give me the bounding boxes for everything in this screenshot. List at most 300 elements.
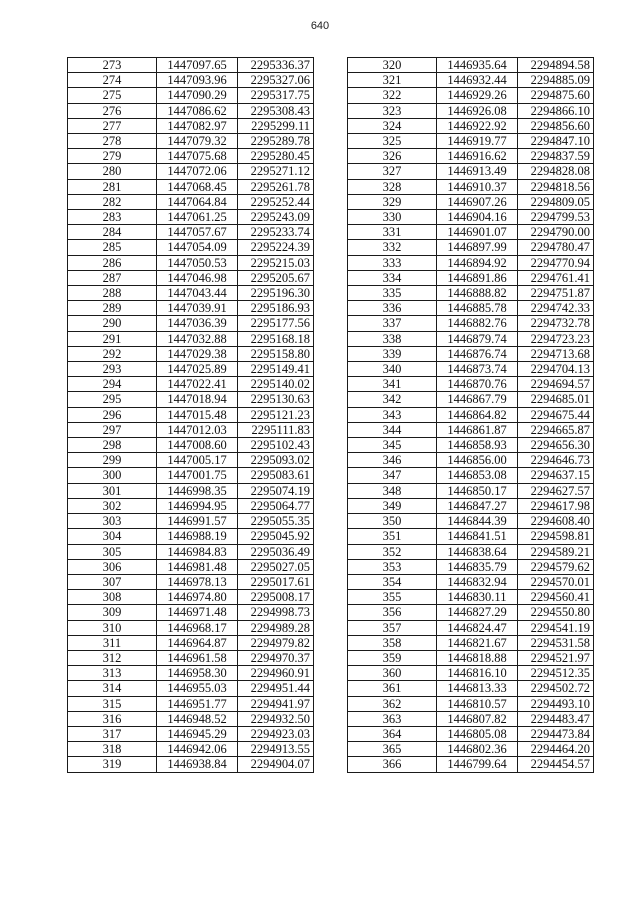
table-row bbox=[348, 407, 594, 422]
table-row bbox=[68, 88, 314, 103]
table-row bbox=[348, 620, 594, 635]
table-row bbox=[68, 574, 314, 589]
x-coordinate-cell: 1447025.89 bbox=[157, 362, 238, 377]
y-coordinate-cell: 2294502.72 bbox=[518, 681, 594, 696]
y-coordinate-cell: 2294932.50 bbox=[238, 711, 314, 726]
x-coordinate-cell: 1447068.45 bbox=[157, 179, 238, 194]
x-coordinate-cell: 1446882.76 bbox=[437, 316, 518, 331]
point-number-cell: 364 bbox=[348, 726, 437, 741]
x-coordinate-cell: 1446910.37 bbox=[437, 179, 518, 194]
table-row bbox=[348, 574, 594, 589]
y-coordinate-cell: 2294560.41 bbox=[518, 590, 594, 605]
point-number-cell: 351 bbox=[348, 529, 437, 544]
table-row bbox=[348, 149, 594, 164]
y-coordinate-cell: 2295243.09 bbox=[238, 210, 314, 225]
x-coordinate-cell: 1446838.64 bbox=[437, 544, 518, 559]
point-number-cell: 332 bbox=[348, 240, 437, 255]
table-row bbox=[68, 149, 314, 164]
table-row bbox=[68, 194, 314, 209]
table-row bbox=[68, 103, 314, 118]
table-row bbox=[348, 118, 594, 133]
y-coordinate-cell: 2294665.87 bbox=[518, 422, 594, 437]
table-row bbox=[348, 270, 594, 285]
point-number-cell: 357 bbox=[348, 620, 437, 635]
point-number-cell: 295 bbox=[68, 392, 157, 407]
x-coordinate-cell: 1446858.93 bbox=[437, 438, 518, 453]
table-row bbox=[68, 544, 314, 559]
point-number-cell: 360 bbox=[348, 666, 437, 681]
x-coordinate-cell: 1447046.98 bbox=[157, 270, 238, 285]
x-coordinate-cell: 1446805.08 bbox=[437, 726, 518, 741]
y-coordinate-cell: 2294521.97 bbox=[518, 650, 594, 665]
y-coordinate-cell: 2294627.57 bbox=[518, 483, 594, 498]
x-coordinate-cell: 1446984.83 bbox=[157, 544, 238, 559]
y-coordinate-cell: 2294856.60 bbox=[518, 118, 594, 133]
y-coordinate-cell: 2294941.97 bbox=[238, 696, 314, 711]
y-coordinate-cell: 2294970.37 bbox=[238, 650, 314, 665]
x-coordinate-cell: 1446807.82 bbox=[437, 711, 518, 726]
y-coordinate-cell: 2294598.81 bbox=[518, 529, 594, 544]
x-coordinate-cell: 1446876.74 bbox=[437, 346, 518, 361]
table-body bbox=[348, 58, 594, 773]
y-coordinate-cell: 2294732.78 bbox=[518, 316, 594, 331]
point-number-cell: 301 bbox=[68, 483, 157, 498]
y-coordinate-cell: 2295168.18 bbox=[238, 331, 314, 346]
point-number-cell: 281 bbox=[68, 179, 157, 194]
point-number-cell: 325 bbox=[348, 134, 437, 149]
point-number-cell: 347 bbox=[348, 468, 437, 483]
table-row bbox=[68, 225, 314, 240]
table-row bbox=[348, 453, 594, 468]
point-number-cell: 337 bbox=[348, 316, 437, 331]
y-coordinate-cell: 2295121.23 bbox=[238, 407, 314, 422]
point-number-cell: 328 bbox=[348, 179, 437, 194]
x-coordinate-cell: 1446821.67 bbox=[437, 635, 518, 650]
table-row bbox=[68, 255, 314, 270]
point-number-cell: 285 bbox=[68, 240, 157, 255]
point-number-cell: 333 bbox=[348, 255, 437, 270]
x-coordinate-cell: 1446847.27 bbox=[437, 498, 518, 513]
table-row bbox=[348, 301, 594, 316]
point-number-cell: 302 bbox=[68, 498, 157, 513]
table-row bbox=[348, 483, 594, 498]
table-row bbox=[348, 696, 594, 711]
point-number-cell: 312 bbox=[68, 650, 157, 665]
y-coordinate-cell: 2294913.55 bbox=[238, 742, 314, 757]
x-coordinate-cell: 1446802.36 bbox=[437, 742, 518, 757]
x-coordinate-cell: 1446945.29 bbox=[157, 726, 238, 741]
table-row bbox=[68, 514, 314, 529]
x-coordinate-cell: 1447008.60 bbox=[157, 438, 238, 453]
table-body bbox=[68, 58, 314, 773]
point-number-cell: 313 bbox=[68, 666, 157, 681]
x-coordinate-cell: 1447090.29 bbox=[157, 88, 238, 103]
y-coordinate-cell: 2295008.17 bbox=[238, 590, 314, 605]
table-row bbox=[68, 286, 314, 301]
table-row bbox=[348, 590, 594, 605]
x-coordinate-cell: 1447043.44 bbox=[157, 286, 238, 301]
y-coordinate-cell: 2294837.59 bbox=[518, 149, 594, 164]
y-coordinate-cell: 2295130.63 bbox=[238, 392, 314, 407]
table-row bbox=[348, 392, 594, 407]
table-row bbox=[348, 225, 594, 240]
table-row bbox=[68, 407, 314, 422]
point-number-cell: 294 bbox=[68, 377, 157, 392]
y-coordinate-cell: 2294875.60 bbox=[518, 88, 594, 103]
y-coordinate-cell: 2295036.49 bbox=[238, 544, 314, 559]
point-number-cell: 340 bbox=[348, 362, 437, 377]
x-coordinate-cell: 1446830.11 bbox=[437, 590, 518, 605]
x-coordinate-cell: 1446948.52 bbox=[157, 711, 238, 726]
x-coordinate-cell: 1446799.64 bbox=[437, 757, 518, 772]
x-coordinate-cell: 1446955.03 bbox=[157, 681, 238, 696]
x-coordinate-cell: 1447057.67 bbox=[157, 225, 238, 240]
table-row bbox=[68, 742, 314, 757]
y-coordinate-cell: 2295045.92 bbox=[238, 529, 314, 544]
table-row bbox=[348, 346, 594, 361]
point-number-cell: 317 bbox=[68, 726, 157, 741]
point-number-cell: 316 bbox=[68, 711, 157, 726]
y-coordinate-cell: 2295111.83 bbox=[238, 422, 314, 437]
page-number: 640 bbox=[310, 20, 330, 32]
y-coordinate-cell: 2295149.41 bbox=[238, 362, 314, 377]
x-coordinate-cell: 1446853.08 bbox=[437, 468, 518, 483]
table-row bbox=[348, 255, 594, 270]
x-coordinate-cell: 1446813.33 bbox=[437, 681, 518, 696]
y-coordinate-cell: 2295308.43 bbox=[238, 103, 314, 118]
x-coordinate-cell: 1447018.94 bbox=[157, 392, 238, 407]
y-coordinate-cell: 2295289.78 bbox=[238, 134, 314, 149]
y-coordinate-cell: 2294589.21 bbox=[518, 544, 594, 559]
table-row bbox=[68, 453, 314, 468]
table-row bbox=[68, 210, 314, 225]
x-coordinate-cell: 1446897.99 bbox=[437, 240, 518, 255]
point-number-cell: 341 bbox=[348, 377, 437, 392]
y-coordinate-cell: 2295196.30 bbox=[238, 286, 314, 301]
x-coordinate-cell: 1446919.77 bbox=[437, 134, 518, 149]
x-coordinate-cell: 1447015.48 bbox=[157, 407, 238, 422]
y-coordinate-cell: 2294989.28 bbox=[238, 620, 314, 635]
y-coordinate-cell: 2295083.61 bbox=[238, 468, 314, 483]
point-number-cell: 343 bbox=[348, 407, 437, 422]
point-number-cell: 338 bbox=[348, 331, 437, 346]
point-number-cell: 358 bbox=[348, 635, 437, 650]
point-number-cell: 307 bbox=[68, 574, 157, 589]
table-row bbox=[68, 118, 314, 133]
x-coordinate-cell: 1446850.17 bbox=[437, 483, 518, 498]
point-number-cell: 277 bbox=[68, 118, 157, 133]
x-coordinate-cell: 1446835.79 bbox=[437, 559, 518, 574]
x-coordinate-cell: 1447082.97 bbox=[157, 118, 238, 133]
table-row bbox=[68, 422, 314, 437]
table-row bbox=[68, 650, 314, 665]
table-row bbox=[348, 666, 594, 681]
x-coordinate-cell: 1446841.51 bbox=[437, 529, 518, 544]
table-row bbox=[348, 650, 594, 665]
y-coordinate-cell: 2294608.40 bbox=[518, 514, 594, 529]
x-coordinate-cell: 1446810.57 bbox=[437, 696, 518, 711]
x-coordinate-cell: 1447050.53 bbox=[157, 255, 238, 270]
y-coordinate-cell: 2295064.77 bbox=[238, 498, 314, 513]
point-number-cell: 365 bbox=[348, 742, 437, 757]
point-number-cell: 355 bbox=[348, 590, 437, 605]
coordinate-table-left bbox=[67, 57, 314, 773]
y-coordinate-cell: 2295271.12 bbox=[238, 164, 314, 179]
y-coordinate-cell: 2294847.10 bbox=[518, 134, 594, 149]
x-coordinate-cell: 1446861.87 bbox=[437, 422, 518, 437]
table-row bbox=[68, 240, 314, 255]
y-coordinate-cell: 2294761.41 bbox=[518, 270, 594, 285]
y-coordinate-cell: 2294483.47 bbox=[518, 711, 594, 726]
point-number-cell: 345 bbox=[348, 438, 437, 453]
x-coordinate-cell: 1446870.76 bbox=[437, 377, 518, 392]
table-row bbox=[348, 711, 594, 726]
y-coordinate-cell: 2294646.73 bbox=[518, 453, 594, 468]
table-row bbox=[348, 529, 594, 544]
y-coordinate-cell: 2294656.30 bbox=[518, 438, 594, 453]
y-coordinate-cell: 2294818.56 bbox=[518, 179, 594, 194]
point-number-cell: 331 bbox=[348, 225, 437, 240]
y-coordinate-cell: 2294951.44 bbox=[238, 681, 314, 696]
x-coordinate-cell: 1446935.64 bbox=[437, 58, 518, 73]
y-coordinate-cell: 2294780.47 bbox=[518, 240, 594, 255]
table-row bbox=[348, 210, 594, 225]
y-coordinate-cell: 2295074.19 bbox=[238, 483, 314, 498]
x-coordinate-cell: 1446907.26 bbox=[437, 194, 518, 209]
x-coordinate-cell: 1446856.00 bbox=[437, 453, 518, 468]
table-row bbox=[68, 316, 314, 331]
point-number-cell: 320 bbox=[348, 58, 437, 73]
x-coordinate-cell: 1447061.25 bbox=[157, 210, 238, 225]
point-number-cell: 348 bbox=[348, 483, 437, 498]
x-coordinate-cell: 1446818.88 bbox=[437, 650, 518, 665]
y-coordinate-cell: 2294828.08 bbox=[518, 164, 594, 179]
y-coordinate-cell: 2294723.23 bbox=[518, 331, 594, 346]
table-row bbox=[348, 316, 594, 331]
point-number-cell: 287 bbox=[68, 270, 157, 285]
x-coordinate-cell: 1446844.39 bbox=[437, 514, 518, 529]
table-row bbox=[348, 179, 594, 194]
table-row bbox=[68, 757, 314, 772]
point-number-cell: 342 bbox=[348, 392, 437, 407]
x-coordinate-cell: 1447001.75 bbox=[157, 468, 238, 483]
table-row bbox=[68, 529, 314, 544]
x-coordinate-cell: 1446824.47 bbox=[437, 620, 518, 635]
x-coordinate-cell: 1447093.96 bbox=[157, 73, 238, 88]
y-coordinate-cell: 2294799.53 bbox=[518, 210, 594, 225]
table-row bbox=[348, 331, 594, 346]
point-number-cell: 282 bbox=[68, 194, 157, 209]
table-row bbox=[348, 377, 594, 392]
x-coordinate-cell: 1447012.03 bbox=[157, 422, 238, 437]
point-number-cell: 283 bbox=[68, 210, 157, 225]
point-number-cell: 290 bbox=[68, 316, 157, 331]
y-coordinate-cell: 2294570.01 bbox=[518, 574, 594, 589]
point-number-cell: 310 bbox=[68, 620, 157, 635]
point-number-cell: 286 bbox=[68, 255, 157, 270]
point-number-cell: 298 bbox=[68, 438, 157, 453]
point-number-cell: 349 bbox=[348, 498, 437, 513]
point-number-cell: 279 bbox=[68, 149, 157, 164]
x-coordinate-cell: 1446867.79 bbox=[437, 392, 518, 407]
point-number-cell: 309 bbox=[68, 605, 157, 620]
x-coordinate-cell: 1446951.77 bbox=[157, 696, 238, 711]
y-coordinate-cell: 2294790.00 bbox=[518, 225, 594, 240]
x-coordinate-cell: 1446978.13 bbox=[157, 574, 238, 589]
point-number-cell: 296 bbox=[68, 407, 157, 422]
table-row bbox=[68, 498, 314, 513]
table-row bbox=[68, 346, 314, 361]
y-coordinate-cell: 2294685.01 bbox=[518, 392, 594, 407]
table-row bbox=[348, 88, 594, 103]
y-coordinate-cell: 2294770.94 bbox=[518, 255, 594, 270]
y-coordinate-cell: 2295317.75 bbox=[238, 88, 314, 103]
point-number-cell: 359 bbox=[348, 650, 437, 665]
point-number-cell: 326 bbox=[348, 149, 437, 164]
y-coordinate-cell: 2294493.10 bbox=[518, 696, 594, 711]
table-row bbox=[68, 483, 314, 498]
y-coordinate-cell: 2294704.13 bbox=[518, 362, 594, 377]
point-number-cell: 305 bbox=[68, 544, 157, 559]
y-coordinate-cell: 2294809.05 bbox=[518, 194, 594, 209]
x-coordinate-cell: 1446913.49 bbox=[437, 164, 518, 179]
table-row bbox=[348, 438, 594, 453]
point-number-cell: 323 bbox=[348, 103, 437, 118]
x-coordinate-cell: 1447054.09 bbox=[157, 240, 238, 255]
y-coordinate-cell: 2294904.07 bbox=[238, 757, 314, 772]
table-row bbox=[68, 696, 314, 711]
y-coordinate-cell: 2294751.87 bbox=[518, 286, 594, 301]
x-coordinate-cell: 1447036.39 bbox=[157, 316, 238, 331]
point-number-cell: 318 bbox=[68, 742, 157, 757]
y-coordinate-cell: 2294979.82 bbox=[238, 635, 314, 650]
table-row bbox=[68, 468, 314, 483]
table-row bbox=[348, 362, 594, 377]
x-coordinate-cell: 1447086.62 bbox=[157, 103, 238, 118]
y-coordinate-cell: 2295336.37 bbox=[238, 58, 314, 73]
table-row bbox=[68, 681, 314, 696]
table-row bbox=[348, 757, 594, 772]
point-number-cell: 311 bbox=[68, 635, 157, 650]
table-row bbox=[348, 73, 594, 88]
y-coordinate-cell: 2294512.35 bbox=[518, 666, 594, 681]
table-row bbox=[68, 362, 314, 377]
table-row bbox=[68, 605, 314, 620]
point-number-cell: 322 bbox=[348, 88, 437, 103]
x-coordinate-cell: 1446816.10 bbox=[437, 666, 518, 681]
y-coordinate-cell: 2295280.45 bbox=[238, 149, 314, 164]
table-row bbox=[68, 726, 314, 741]
y-coordinate-cell: 2295327.06 bbox=[238, 73, 314, 88]
x-coordinate-cell: 1446964.87 bbox=[157, 635, 238, 650]
table-row bbox=[68, 164, 314, 179]
x-coordinate-cell: 1447022.41 bbox=[157, 377, 238, 392]
point-number-cell: 288 bbox=[68, 286, 157, 301]
point-number-cell: 362 bbox=[348, 696, 437, 711]
y-coordinate-cell: 2294637.15 bbox=[518, 468, 594, 483]
x-coordinate-cell: 1446968.17 bbox=[157, 620, 238, 635]
y-coordinate-cell: 2295252.44 bbox=[238, 194, 314, 209]
point-number-cell: 293 bbox=[68, 362, 157, 377]
table-row bbox=[68, 559, 314, 574]
table-row bbox=[348, 544, 594, 559]
table-row bbox=[68, 134, 314, 149]
point-number-cell: 324 bbox=[348, 118, 437, 133]
table-row bbox=[348, 286, 594, 301]
x-coordinate-cell: 1446971.48 bbox=[157, 605, 238, 620]
y-coordinate-cell: 2294473.84 bbox=[518, 726, 594, 741]
table-row bbox=[348, 498, 594, 513]
y-coordinate-cell: 2295177.56 bbox=[238, 316, 314, 331]
x-coordinate-cell: 1446879.74 bbox=[437, 331, 518, 346]
x-coordinate-cell: 1446891.86 bbox=[437, 270, 518, 285]
x-coordinate-cell: 1447097.65 bbox=[157, 58, 238, 73]
point-number-cell: 361 bbox=[348, 681, 437, 696]
x-coordinate-cell: 1446938.84 bbox=[157, 757, 238, 772]
point-number-cell: 297 bbox=[68, 422, 157, 437]
y-coordinate-cell: 2294550.80 bbox=[518, 605, 594, 620]
x-coordinate-cell: 1446961.58 bbox=[157, 650, 238, 665]
table-row bbox=[68, 270, 314, 285]
table-row bbox=[68, 179, 314, 194]
point-number-cell: 353 bbox=[348, 559, 437, 574]
x-coordinate-cell: 1446998.35 bbox=[157, 483, 238, 498]
point-number-cell: 292 bbox=[68, 346, 157, 361]
y-coordinate-cell: 2294960.91 bbox=[238, 666, 314, 681]
table-row bbox=[68, 377, 314, 392]
x-coordinate-cell: 1447005.17 bbox=[157, 453, 238, 468]
x-coordinate-cell: 1447032.88 bbox=[157, 331, 238, 346]
table-row bbox=[348, 194, 594, 209]
table-row bbox=[348, 681, 594, 696]
x-coordinate-cell: 1447072.06 bbox=[157, 164, 238, 179]
y-coordinate-cell: 2294464.20 bbox=[518, 742, 594, 757]
x-coordinate-cell: 1446922.92 bbox=[437, 118, 518, 133]
table-row bbox=[68, 590, 314, 605]
table-row bbox=[68, 58, 314, 73]
y-coordinate-cell: 2294866.10 bbox=[518, 103, 594, 118]
point-number-cell: 346 bbox=[348, 453, 437, 468]
point-number-cell: 291 bbox=[68, 331, 157, 346]
x-coordinate-cell: 1446864.82 bbox=[437, 407, 518, 422]
point-number-cell: 339 bbox=[348, 346, 437, 361]
x-coordinate-cell: 1446904.16 bbox=[437, 210, 518, 225]
point-number-cell: 276 bbox=[68, 103, 157, 118]
x-coordinate-cell: 1447079.32 bbox=[157, 134, 238, 149]
point-number-cell: 330 bbox=[348, 210, 437, 225]
y-coordinate-cell: 2294579.62 bbox=[518, 559, 594, 574]
table-row bbox=[68, 301, 314, 316]
x-coordinate-cell: 1446988.19 bbox=[157, 529, 238, 544]
point-number-cell: 300 bbox=[68, 468, 157, 483]
point-number-cell: 321 bbox=[348, 73, 437, 88]
y-coordinate-cell: 2295261.78 bbox=[238, 179, 314, 194]
table-row bbox=[348, 134, 594, 149]
table-row bbox=[348, 468, 594, 483]
y-coordinate-cell: 2295102.43 bbox=[238, 438, 314, 453]
point-number-cell: 299 bbox=[68, 453, 157, 468]
x-coordinate-cell: 1446832.94 bbox=[437, 574, 518, 589]
point-number-cell: 315 bbox=[68, 696, 157, 711]
point-number-cell: 350 bbox=[348, 514, 437, 529]
y-coordinate-cell: 2295140.02 bbox=[238, 377, 314, 392]
point-number-cell: 308 bbox=[68, 590, 157, 605]
table-row bbox=[68, 635, 314, 650]
x-coordinate-cell: 1446981.48 bbox=[157, 559, 238, 574]
x-coordinate-cell: 1446974.80 bbox=[157, 590, 238, 605]
table-row bbox=[348, 559, 594, 574]
x-coordinate-cell: 1446994.95 bbox=[157, 498, 238, 513]
